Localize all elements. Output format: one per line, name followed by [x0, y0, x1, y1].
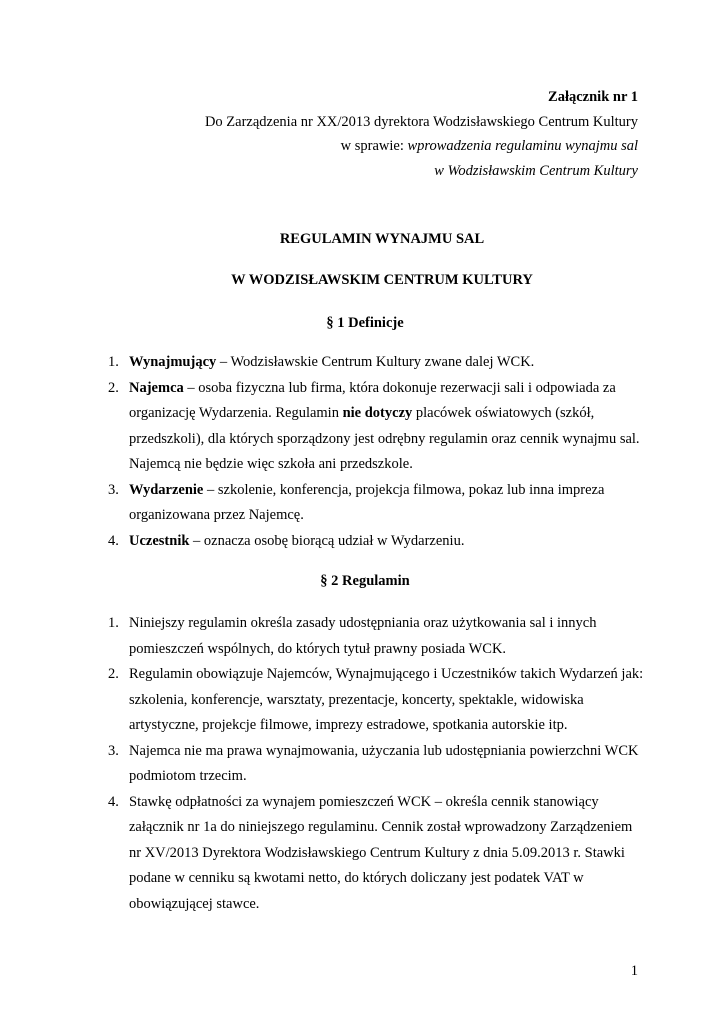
list-item	[86, 529, 646, 555]
list-item	[86, 376, 646, 478]
term: Wynajmujący	[129, 354, 217, 370]
definitions-list	[86, 350, 646, 554]
list-item	[86, 350, 646, 376]
list-item	[86, 662, 646, 739]
list-item	[86, 478, 646, 529]
item-text: Niniejszy regulamin określa zasady udostępniania oraz użytkowania sal i innych pomieszczeń wspólnych, do których tytuł prawny posiada WCK.	[129, 615, 597, 657]
item-text: Stawkę odpłatności za wynajem pomieszczeń WCK – określa cennik stanowiący załącznik nr 1a do niniejszego regulaminu. Cennik został wprowadzony Zarządzeniem nr XV/2013 Dyrektora Wodzisławskiego Centrum Kultury z dnia 5.09.2013 r. Stawki podane w cenniku są kwotami netto, do których doliczany jest podatek VAT w obowiązującej stawce.	[129, 793, 633, 912]
attachment-header	[205, 85, 638, 183]
ordinance-line: Do Zarządzenia nr XX/2013 dyrektora Wodzisławskiego Centrum Kultury	[204, 113, 638, 130]
item-number: 4.	[108, 532, 119, 549]
regulations-list	[86, 611, 646, 917]
list-item	[86, 790, 646, 918]
term: Wydarzenie	[129, 481, 204, 498]
document-title: REGULAMIN WYNAJMU SAL	[279, 231, 485, 247]
item-number: 2.	[108, 379, 119, 396]
list-item	[86, 611, 646, 662]
item-number: 2.	[108, 666, 119, 682]
definition-cont: placówek oświatowych (szkół, przedszkoli), dla których sporządzony jest odrębny regulamin oraz cennik wynajmu sal. Najemcą nie będzie więc szkoła ani przedszkole.	[129, 405, 640, 472]
term: Uczestnik	[129, 532, 190, 549]
item-number: 1.	[108, 615, 119, 631]
attachment-label: Załącznik nr 1	[548, 89, 638, 105]
section-1-heading: § 1 Definicje	[326, 315, 404, 331]
item-text: Regulamin obowiązuje Najemców, Wynajmującego i Uczestników takich Wydarzeń jak: szkolenia, konferencje, warsztaty, prezentacje, koncerty, spektakle, widowiska artystyczne, projekcje filmowe, imprezy estradowe, spotkania autorskie itp.	[129, 666, 644, 733]
list-item	[86, 739, 646, 790]
definition: – oznacza osobę biorącą udział w Wydarzeniu.	[189, 532, 465, 549]
document-subtitle: W WODZISŁAWSKIM CENTRUM KULTURY	[231, 272, 533, 288]
item-number: 4.	[108, 793, 119, 810]
page-number: 1	[630, 963, 638, 979]
item-number: 1.	[108, 354, 119, 370]
subject-italic: wprowadzenia regulaminu wynajmu sal	[407, 138, 638, 154]
item-number: 3.	[108, 481, 119, 498]
subject-italic-2: w Wodzisławskim Centrum Kultury	[434, 162, 638, 179]
subject-prefix: w sprawie:	[340, 138, 408, 154]
subject-line	[205, 134, 638, 159]
section-2-heading: § 2 Regulamin	[320, 573, 410, 589]
definition: – szkolenie, konferencja, projekcja filmowa, pokaz lub inna impreza organizowana przez Najemcę.	[129, 481, 605, 523]
item-text: Najemca nie ma prawa wynajmowania, użyczania lub udostępniania powierzchni WCK podmiotom trzecim.	[129, 742, 639, 784]
definition: – osoba fizyczna lub firma, która dokonuje rezerwacji sali i odpowiada za organizację Wydarzenia. Regulamin	[129, 379, 616, 421]
subject-line-2	[205, 159, 638, 184]
item-number: 3.	[108, 742, 119, 759]
definition: – Wodzisławskie Centrum Kultury zwane dalej WCK.	[216, 354, 535, 370]
emphasis: nie dotyczy	[342, 405, 413, 421]
term: Najemca	[129, 379, 184, 396]
